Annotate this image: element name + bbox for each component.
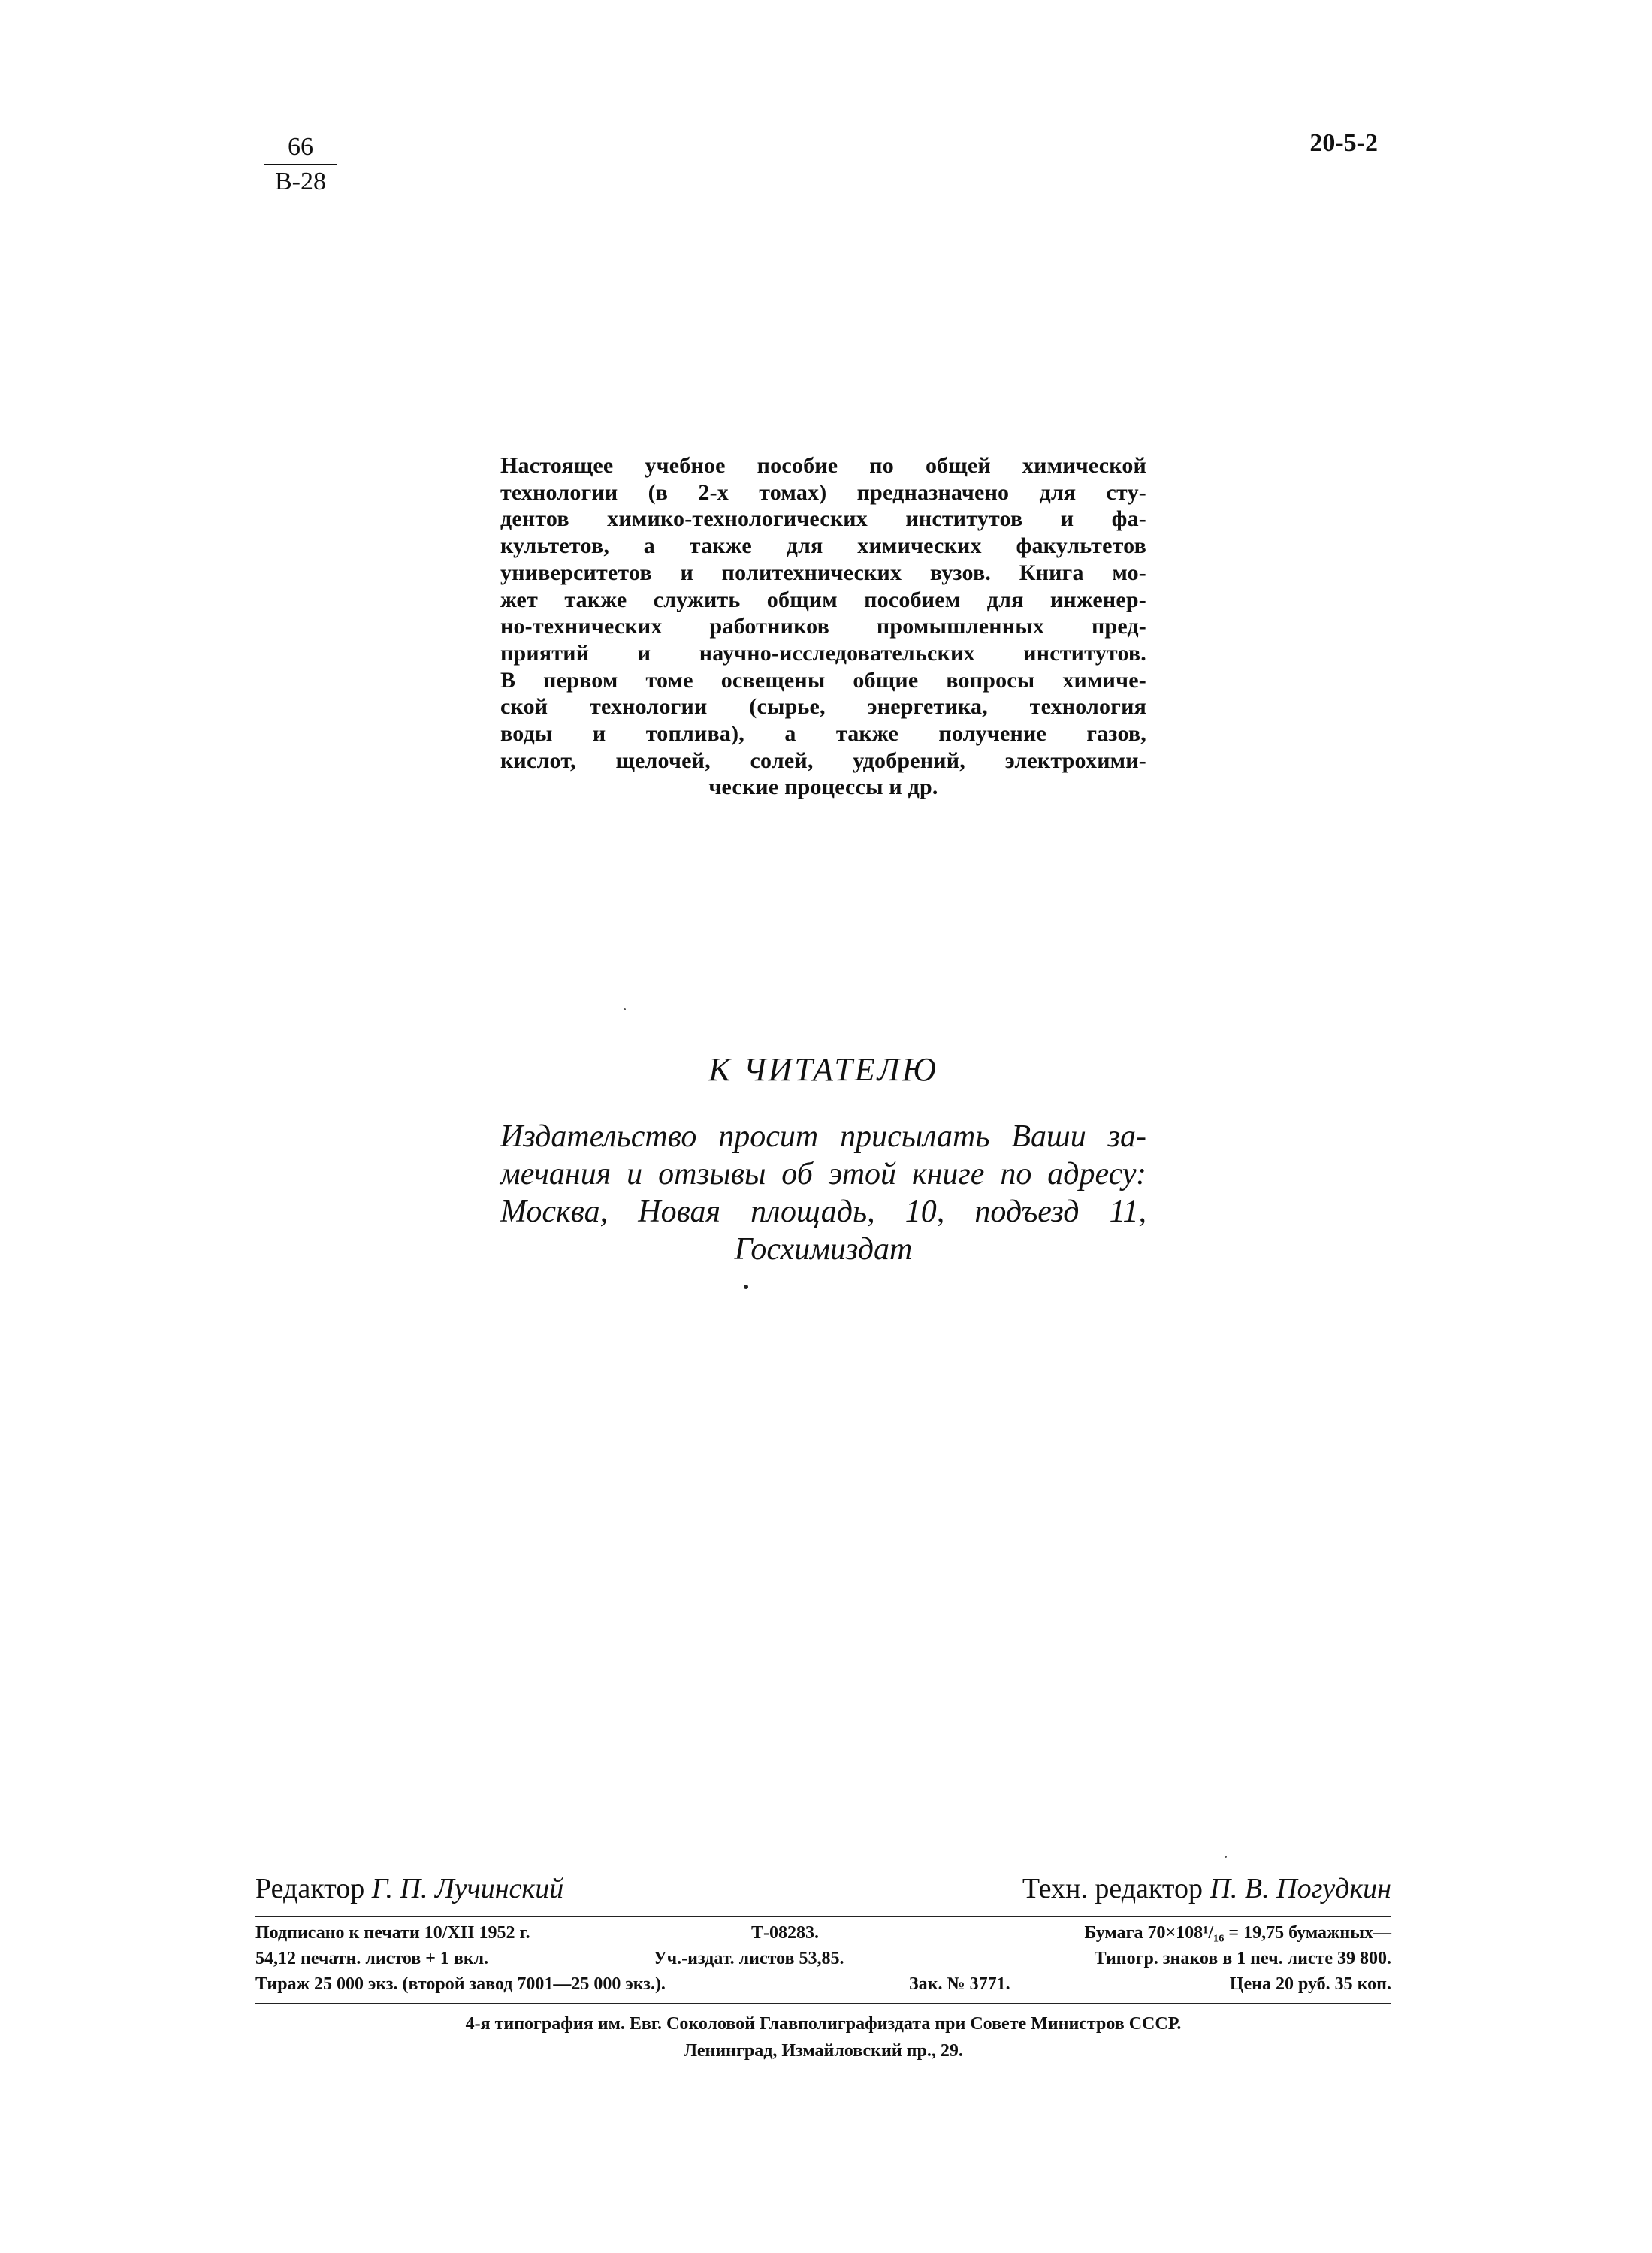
imprint-signed: Подписано к печати 10/XII 1952 г. — [255, 1923, 530, 1943]
imprint-sheets: 54,12 печатн. листов + 1 вкл. — [255, 1949, 489, 1968]
reader-heading: К ЧИТАТЕЛЮ — [708, 1051, 938, 1088]
annotation-line: В первом томе освещены общие вопросы химиче- — [500, 667, 1146, 693]
editor-name: Г. П. Лучинский — [371, 1873, 564, 1904]
printer-info — [255, 2010, 1391, 2064]
annotation-line: но-технических работников промышленных пред- — [500, 614, 1146, 639]
reader-line: мечания и отзывы об этой книге по адресу: — [500, 1157, 1146, 1191]
reader-line: Москва, Новая площадь, 10, подъезд 11, — [500, 1194, 1146, 1229]
imprint-order: Зак. № 3771. — [909, 1974, 1010, 1994]
editor-credit — [255, 1872, 563, 1905]
tech-editor-label: Техн. редактор — [1022, 1873, 1203, 1904]
annotation-line: университетов и политехнических вузов. Книга мо- — [500, 560, 1146, 585]
reader-line: Издательство просит присылать Ваши за- — [500, 1119, 1146, 1154]
imprint-chars: Типогр. знаков в 1 печ. листе 39 800. — [1094, 1949, 1391, 1968]
imprint-price: Цена 20 руб. 35 коп. — [1229, 1974, 1391, 1994]
editor-label: Редактор — [255, 1873, 365, 1904]
imprint-edition-sheets: Уч.-издат. листов 53,85. — [654, 1949, 844, 1968]
annotation-line: технологии (в 2-х томах) предназначено для сту- — [500, 479, 1146, 505]
imprint-paper: Бумага 70×108¹/₁₆ = 19,75 бумажных— — [1084, 1923, 1391, 1943]
imprint-block — [255, 1920, 1391, 1997]
annotation-line: жет также служить общим пособием для инженер- — [500, 587, 1146, 612]
annotation-line: дентов химико-технологических институтов и фа- — [500, 506, 1146, 532]
annotation-line: кислот, щелочей, солей, удобрений, электрохими- — [500, 747, 1146, 773]
annotation-line: ской технологии (сырье, энергетика, технология — [500, 694, 1146, 720]
divider — [255, 1916, 1391, 1917]
print-dot — [744, 1285, 748, 1289]
book-code: 20-5-2 — [1309, 129, 1378, 157]
printer-line: 4-я типография им. Евг. Соколовой Главполиграфиздата при Совете Министров СССР. — [465, 2014, 1182, 2034]
udc-denominator: В-28 — [275, 168, 326, 195]
annotation-line: Настоящее учебное пособие по общей химической — [500, 453, 1146, 478]
annotation-line: ческие процессы и др. — [708, 775, 938, 800]
imprint-row — [255, 1971, 1391, 1997]
imprint-row — [255, 1920, 1391, 1946]
imprint-row — [255, 1946, 1391, 1971]
imprint-circulation: Тираж 25 000 экз. (второй завод 7001—25 000 экз.). — [255, 1974, 666, 1994]
annotation-line: приятий и научно-исследовательских институтов. — [500, 640, 1146, 666]
print-speck — [1225, 1856, 1227, 1858]
udc-classification — [264, 132, 337, 197]
annotation-line: воды и топлива), а также получение газов, — [500, 721, 1146, 747]
printer-line: Ленинград, Измайловский пр., 29. — [684, 2041, 963, 2061]
reader-note — [500, 1118, 1146, 1268]
annotation-block — [500, 452, 1146, 801]
annotation-line: культетов, а также для химических факультетов — [500, 533, 1146, 559]
imprint-code: Т-08283. — [751, 1923, 819, 1943]
print-speck — [624, 1008, 626, 1010]
reader-line: Госхимиздат — [734, 1232, 913, 1267]
tech-editor-credit — [1022, 1872, 1391, 1905]
tech-editor-name: П. В. Погудкин — [1210, 1873, 1391, 1904]
divider — [255, 2003, 1391, 2004]
udc-numerator: 66 — [264, 132, 337, 165]
